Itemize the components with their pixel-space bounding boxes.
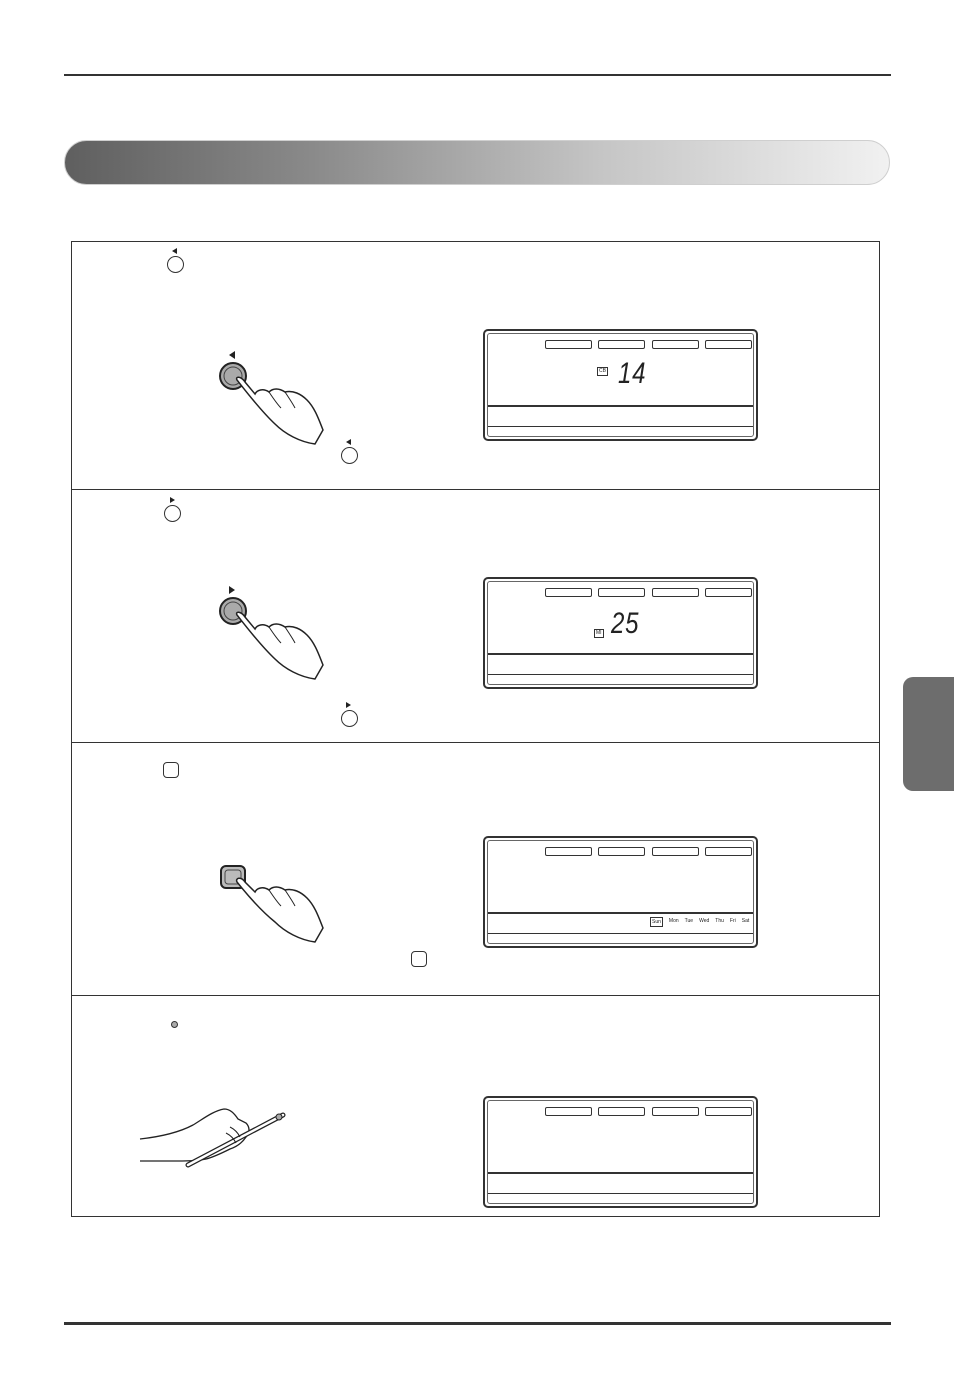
lcd-day: Tue xyxy=(684,918,694,924)
hand-pressing-right-button-illustration xyxy=(215,585,335,685)
remote-lcd-display xyxy=(483,836,758,948)
lcd-day: Wed xyxy=(699,918,710,924)
hand-pressing-square-button-illustration xyxy=(215,860,335,945)
hand-holding-pen-illustration xyxy=(138,1103,288,1168)
lcd-segment xyxy=(652,340,699,349)
lcd-mode-tag: CB xyxy=(599,368,606,374)
top-rule xyxy=(64,74,891,76)
lcd-segment xyxy=(705,340,752,349)
chapter-side-tab xyxy=(903,677,954,791)
lcd-segment xyxy=(598,588,645,597)
step-separator xyxy=(71,742,880,743)
lcd-segment xyxy=(545,340,592,349)
lcd-segment xyxy=(545,588,592,597)
lcd-segment xyxy=(652,588,699,597)
lcd-segment xyxy=(705,1107,752,1116)
lcd-segment xyxy=(598,1107,645,1116)
lcd-value: 14 xyxy=(618,357,647,390)
lcd-day: Fri xyxy=(729,918,736,924)
instruction-frame xyxy=(71,241,880,1217)
lcd-segment xyxy=(705,588,752,597)
lcd-segment xyxy=(705,847,752,856)
remote-lcd-display xyxy=(483,577,758,689)
lcd-segment xyxy=(545,1107,592,1116)
remote-lcd-display xyxy=(483,1096,758,1208)
lcd-day: Thu xyxy=(715,918,724,924)
lcd-segment xyxy=(652,1107,699,1116)
lcd-segment xyxy=(545,847,592,856)
square-button-icon xyxy=(411,951,427,967)
lcd-value: 25 xyxy=(611,607,640,640)
square-button-icon xyxy=(163,762,179,778)
lcd-segment xyxy=(598,847,645,856)
lcd-day-selected: Sun xyxy=(652,919,661,925)
bottom-rule xyxy=(64,1322,891,1325)
lcd-segment xyxy=(652,847,699,856)
step-separator xyxy=(71,489,880,490)
hand-pressing-left-button-illustration xyxy=(215,350,335,450)
lcd-day: Mon xyxy=(668,918,679,924)
lcd-segment xyxy=(598,340,645,349)
section-banner xyxy=(64,140,890,185)
lcd-day: Sat xyxy=(741,918,750,924)
lcd-mode-tag: MI xyxy=(596,630,602,636)
lcd-weekday-row xyxy=(650,917,749,927)
reset-hole-icon xyxy=(171,1021,178,1028)
step-separator xyxy=(71,995,880,996)
remote-lcd-display xyxy=(483,329,758,441)
